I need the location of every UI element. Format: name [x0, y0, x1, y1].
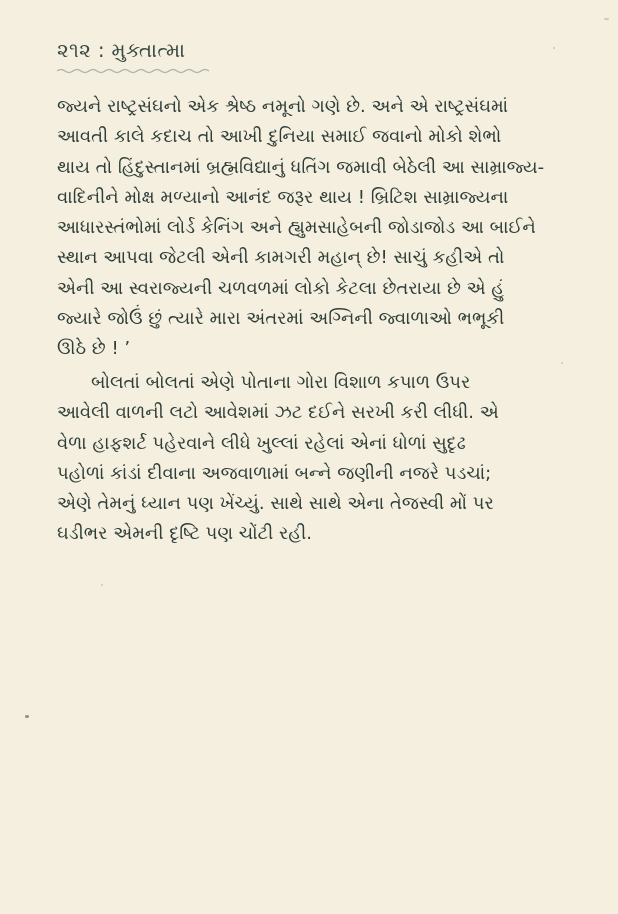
- text-line: ઘડીભર એમની દૃષ્ટિ પણ ચોંટી રહી.: [57, 523, 312, 545]
- text-line: વાદિનીને મોક્ષ મળ્યાનો આનંદ જરૂર થાય ! બ્રિટિશ સામ્રાજ્યના: [57, 186, 509, 208]
- text-line: એની આ સ્વરાજ્યની ચળવળમાં લોકો કેટલા છેતરાયા છે એ હું: [57, 277, 505, 299]
- text-line: ઊઠે છે ! ’: [57, 338, 131, 360]
- running-header: ૨૧૨ : મુક્તાત્મા: [57, 38, 186, 62]
- header-wavy-underline: [57, 68, 209, 74]
- text-line: પહોળાં કાંડાં દીવાના અજવાળામાં બન્ને જણીની નજરે પડચાં;: [57, 462, 492, 484]
- text-line: જ્યને રાષ્ટ્રસંઘનો એક શ્રેષ્ઠ નમૂનો ગણે છે. અને એ રાષ્ટ્રસંઘમાં: [57, 96, 509, 117]
- paper-speck: [25, 715, 29, 718]
- text-line: જ્યારે જોઉં છું ત્યારે મારા અંતરમાં અગ્નિની જ્વાળાઓ ભભૂકી: [57, 308, 505, 330]
- text-line: એણે તેમનું ધ્યાન પણ ખેંચ્યું. સાથે સાથે એના તેજસ્વી મોં પર: [57, 493, 494, 515]
- paragraph-1: [57, 92, 569, 365]
- paper-speck: [101, 584, 103, 586]
- text-line: વેળા હાફશર્ટ પહેરવાને લીધે ખુલ્લાં રહેલાં એનાં ધોળાં સુદૃઢ: [57, 432, 466, 454]
- paragraph-2: [57, 368, 569, 550]
- text-line: સ્થાન આપવા જેટલી એની કામગરી મહાન્ છે! સાચું કહીએ તો: [57, 247, 505, 269]
- text-line: આવતી કાલે કદાચ તો આખી દુનિયા સમાઈ જવાનો મોકો શેભો: [57, 126, 502, 148]
- text-line: બોલતાં બોલતાં એણે પોતાના ગોરા વિશાળ કપાળ ઉપર: [91, 372, 471, 393]
- paper-speck: [553, 47, 555, 49]
- text-line: આધારસ્તંભોમાં લોર્ડ કેનિંગ અને હ્યુમસાહેબની જોડાજોડ આ બાઈને: [57, 217, 536, 239]
- paper-speck: [604, 18, 609, 20]
- text-line: આવેલી વાળની લટો આવેશમાં ઝટ દઈને સરખી કરી લીધી. એ: [57, 402, 499, 424]
- text-line: થાય તો હિંદુસ્તાનમાં બ્રહ્મવિદ્યાનું ધતિંગ જમાવી બેઠેલી આ સામ્રાજ્ય-: [57, 156, 545, 178]
